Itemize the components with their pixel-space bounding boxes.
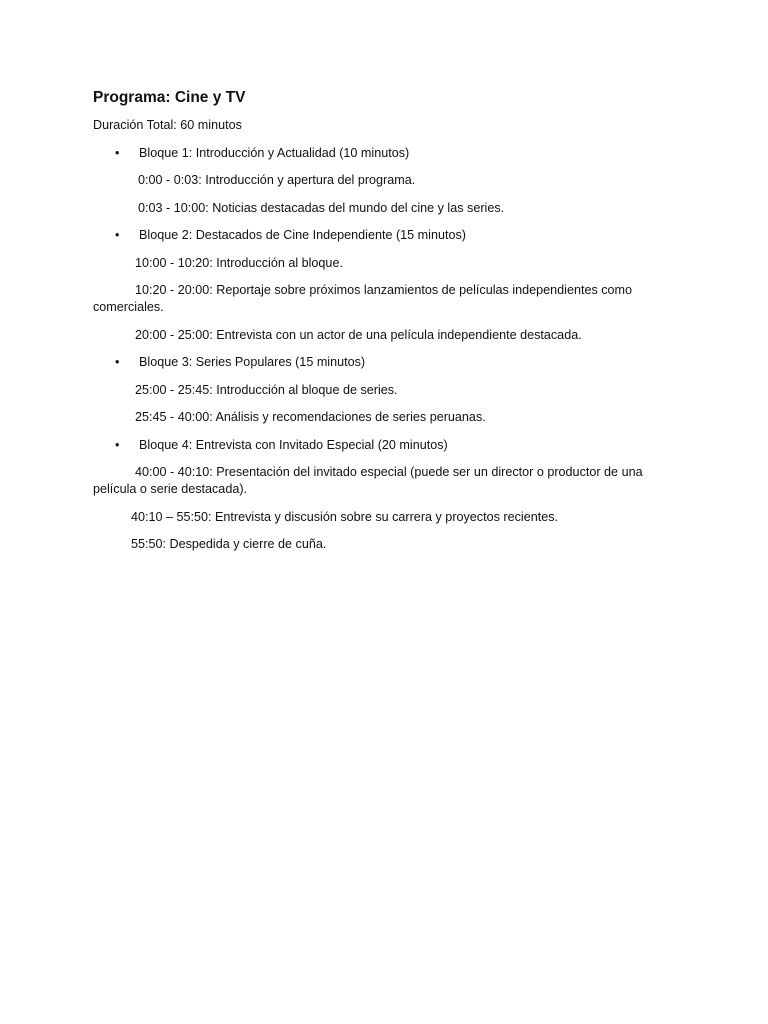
block-2-item-3: 20:00 - 25:00: Entrevista con un actor de una película independiente destacada. (135, 327, 582, 342)
block-4-item-2: 40:10 – 55:50: Entrevista y discusión sobre su carrera y proyectos recientes. (131, 509, 559, 524)
bullet-icon: • (115, 228, 120, 242)
document-page (93, 88, 673, 564)
bullet-icon: • (115, 355, 120, 369)
block-3-item-1: 25:00 - 25:45: Introducción al bloque de series. (135, 382, 398, 397)
block-heading-text: Bloque 2: Destacados de Cine Independiente (15 minutos) (139, 228, 466, 242)
block-2-item-1: 10:00 - 10:20: Introducción al bloque. (135, 255, 343, 270)
block-2-heading (93, 227, 673, 244)
block-heading-text: Bloque 3: Series Populares (15 minutos) (139, 355, 366, 369)
block-3-heading (93, 354, 673, 371)
total-duration: Duración Total: 60 minutos (93, 118, 242, 132)
block-1-item-2: 0:03 - 10:00: Noticias destacadas del mundo del cine y las series. (138, 200, 505, 215)
block-4-item-1: 40:00 - 40:10: Presentación del invitado especial (puede ser un director o productor de una película o serie destacada). (93, 465, 643, 496)
bullet-icon: • (115, 437, 120, 452)
block-heading-text: Bloque 4: Entrevista con Invitado Especial (20 minutos) (139, 437, 448, 452)
block-2-item-2: 10:20 - 20:00: Reportaje sobre próximos lanzamientos de películas independientes como comerciales. (93, 283, 633, 314)
document-title: Programa: Cine y TV (93, 89, 246, 106)
block-heading-text: Bloque 1: Introducción y Actualidad (10 minutos) (139, 145, 410, 160)
block-4-item-3: 55:50: Despedida y cierre de cuña. (131, 537, 327, 551)
bullet-icon: • (115, 145, 120, 160)
block-1-item-1: 0:00 - 0:03: Introducción y apertura del programa. (138, 173, 416, 187)
block-1-heading (93, 145, 673, 162)
block-4-heading (93, 437, 673, 454)
block-3-item-2: 25:45 - 40:00: Análisis y recomendaciones de series peruanas. (135, 410, 486, 424)
